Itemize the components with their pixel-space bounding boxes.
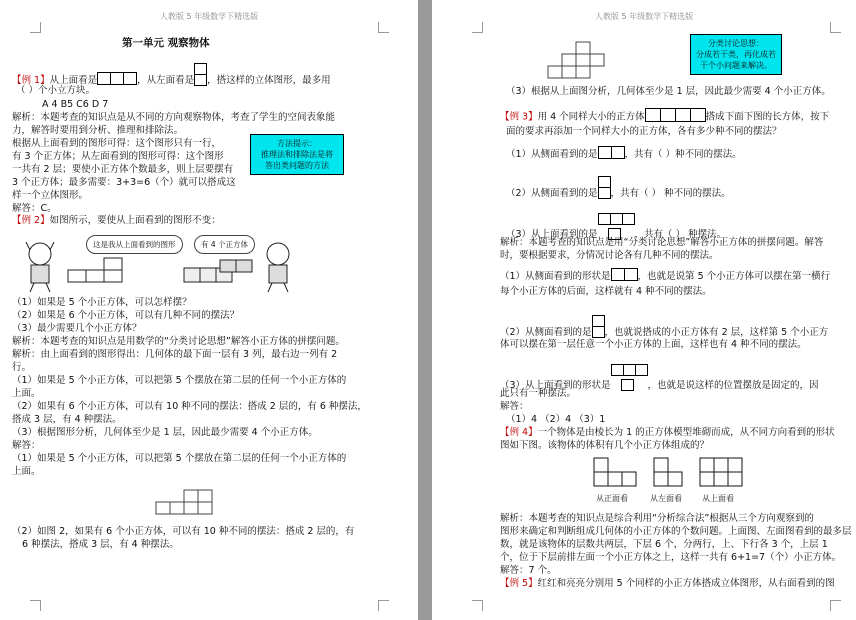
crop-mark: [830, 600, 841, 611]
page-header: 人教版 5 年级数学下精选版: [594, 12, 694, 21]
analysis-line: 图形来确定和判断组成几何体的小正方体的个数问题。上面图、左面图看到的最多层: [500, 526, 852, 537]
example-label: 【例 5】: [500, 578, 538, 589]
analysis-line: 个，位于下层前排左面一个小正方体之上，这样一共有 6+1=7（个）小正方体。: [500, 552, 842, 563]
example-1-question-cont: （ ）个小立方块。: [16, 85, 96, 96]
analysis-line: 3 个正方体；最多需要：3+3=6（个）就可以搭成这: [12, 177, 236, 188]
analysis-line: 有 3 个正方体；从左面看到的图形可得：这个图形: [12, 151, 224, 162]
document-page-right: [432, 0, 856, 620]
answer-line: （2）如图 2，如果有 6 个小正方体，可以有 10 种不同的摆法：搭成 2 层的，有: [12, 526, 355, 537]
example-4-question-cont: 图如下图。该物体的体积有几个小正方体组成的？: [500, 440, 710, 451]
side-view-figure: [598, 176, 611, 199]
speech-bubble: 有 4 个正方体: [194, 235, 255, 254]
speech-bubble: 这是我从上面看到的图形: [86, 235, 183, 254]
analysis-line: （3）根据图形分析，几何体至少是 1 层，因此最少需要 4 个小正方体。: [12, 427, 318, 438]
side-view-figure: [592, 315, 605, 338]
cube-stack-figure: [544, 38, 608, 84]
example-label: 【例 1】: [12, 75, 50, 86]
strategy-note-box: 分类讨论思想： 分成若干类，再化成若 干个小问题来解决。: [690, 34, 782, 75]
page-header: 人教版 5 年级数学下精选版: [159, 12, 259, 21]
analysis-line: 样一个立体图形。: [12, 190, 89, 201]
side-view-figure: [598, 146, 625, 163]
sub-question: （2）从侧面看到的是 ，共有（ ） 种不同的摆法。: [506, 182, 731, 205]
example-label: 【例 2】: [12, 215, 50, 226]
analysis-line: 解析：本题考查的知识点是用数学的“分类讨论思想”解答小正方体的拼摆问题。: [12, 336, 345, 347]
crop-mark: [830, 22, 841, 33]
analysis-line: 解析：本题考查的知识点是从不同的方向观察物体，考查了学生的空间表象能: [12, 112, 336, 123]
answer-line: 上面。: [12, 466, 41, 477]
cuboid-figure: [645, 108, 706, 126]
example-label: 【例 3】: [500, 111, 538, 123]
analysis-line: 每个小正方体的后面，这样就有 4 种不同的摆法。: [500, 286, 712, 297]
example-1-options: A 4 B5 C6 D 7: [42, 99, 109, 110]
method-tip-box: 方法提示： 推理法和排除法是将 答出类问题的方法: [250, 134, 344, 175]
example-2-question: 【例 2】如图所示，要使从上面看到的图形不变：: [12, 215, 221, 226]
analysis-line: 体可以摆在第一层任意一个小正方体的上面，这样也有 4 种不同的摆法。: [500, 339, 807, 350]
three-views-figure: [592, 456, 752, 503]
analysis-line: 一共有 2 层；要使小正方体个数最多，则上层要摆有: [12, 164, 234, 175]
top-view-caption: 从上面看: [702, 494, 734, 503]
cartoon-illustration: [16, 232, 306, 294]
analysis-line: （1）如果是 5 个小正方体，可以把第 5 个摆放在第二层的任何一个小正方体的: [12, 375, 347, 386]
cube-stack-figure: [152, 478, 222, 522]
example-4-question: 【例 4】一个物体是由棱长为 1 的正方体模型堆砌而成，从不同方向看到的形状: [500, 427, 835, 438]
answer-line: 6 种摆法，搭成 3 层，有 4 种摆法。: [22, 539, 179, 550]
top-view-figure: [97, 72, 137, 89]
answer-line: （1）如果是 5 个小正方体，可以把第 5 个摆放在第二层的任何一个小正方体的: [12, 453, 347, 464]
analysis-line: （2）从侧面看到的是 ，也就说搭成的小正方体有 2 层，这样第 5 个小正方: [500, 321, 828, 344]
example-label: 【例 4】: [500, 427, 538, 438]
sub-question: （2）如果是 6 个小正方体，可以有几种不同的摆法？: [12, 310, 240, 321]
answer-line: （3）根据从上面图分析，几何体至少是 1 层，因此最少需要 4 个小正方体。: [506, 86, 831, 97]
sub-question: （1）如果是 5 个小正方体，可以怎样摆？: [12, 297, 192, 308]
document-page-left: [0, 0, 418, 620]
analysis-line: 根据从上面看到的图形可得：这个图形只有一行，: [12, 138, 222, 149]
analysis-line: 解析：本题考查的知识点是综合利用“分析综合法”根据从三个方向观察到的: [500, 513, 814, 524]
sub-question: （1）从侧面看到的是 ，共有（ ）种不同的摆法。: [506, 146, 742, 163]
left-view-figure: [194, 63, 207, 86]
analysis-line: 搭成 3 层，有 4 种摆法。: [12, 414, 122, 425]
crop-mark: [378, 600, 389, 611]
example-1-question: 【例 1】从上面看是 ，从左面看是 ，搭这样的立体图形，最多用: [12, 69, 331, 92]
analysis-line: 解析：本题考查的知识点是用“分类讨论思想”解答小正方体的拼摆问题。解答: [500, 237, 824, 248]
example-3-question: 【例 3】用 4 个同样大小的正方体 搭成下面下图的长方体，按下: [500, 108, 829, 126]
sub-question: （3）最少需要几个小正方体？: [12, 323, 142, 334]
crop-mark: [378, 22, 389, 33]
analysis-line: 上面。: [12, 388, 41, 399]
example-5-question: 【例 5】红红和亮亮分别用 5 个同样的小正方体搭成立体图形，从右面看到的图: [500, 578, 835, 589]
left-view-caption: 从左面看: [650, 494, 682, 503]
sub-question: （3）从上面看到的是 ，共有（ ） 种摆法。: [506, 219, 726, 250]
answer-line: 解答：: [12, 440, 41, 451]
analysis-line: 解析：由上面看到的图形得出：几何体的最下面一层有 3 列，最右边一列有 2: [12, 349, 338, 360]
analysis-line: （2）如果有 6 个小正方体，可以有 10 种不同的摆法：搭成 2 层的，有 6 种摆法，: [12, 401, 367, 412]
top-view-figure: [611, 364, 648, 395]
analysis-line: （3）从上面看到的形状是 ，也就是说这样的位置摆放是固定的，因: [500, 370, 819, 401]
answer-line: 解答：: [500, 401, 529, 412]
front-view-caption: 从正面看: [596, 494, 628, 503]
side-view-figure: [611, 268, 638, 285]
answer-line: （1）4 （2）4 （3）1: [506, 414, 606, 425]
answer-line: 解答：7 个。: [500, 565, 557, 576]
analysis-line: 此只有一种摆法。: [500, 388, 577, 399]
answer-line: 解答：C。: [12, 203, 57, 214]
crop-mark: [472, 22, 483, 33]
analysis-line: 行。: [12, 362, 32, 373]
example-3-question-cont: 面的要求再添加一个同样大小的正方体，各有多少种不同的摆法？: [506, 126, 782, 137]
unit-title: 第一单元 观察物体: [122, 37, 210, 49]
crop-mark: [472, 600, 483, 611]
crop-mark: [30, 22, 41, 33]
analysis-line: （1）从侧面看到的形状是 ，也就是说第 5 个小正方体可以摆在第一横行: [500, 268, 830, 285]
analysis-line: 力，解答时要用到分析、推理和排除法。: [12, 125, 184, 136]
crop-mark: [30, 600, 41, 611]
analysis-line: 数，就是该物体的层数共两层，下层 6 个，分两行，上、下行各 3 个，上层 1: [500, 539, 828, 550]
analysis-line: 时，要根据要求，分情况讨论各有几种不同的摆法。: [500, 250, 719, 261]
